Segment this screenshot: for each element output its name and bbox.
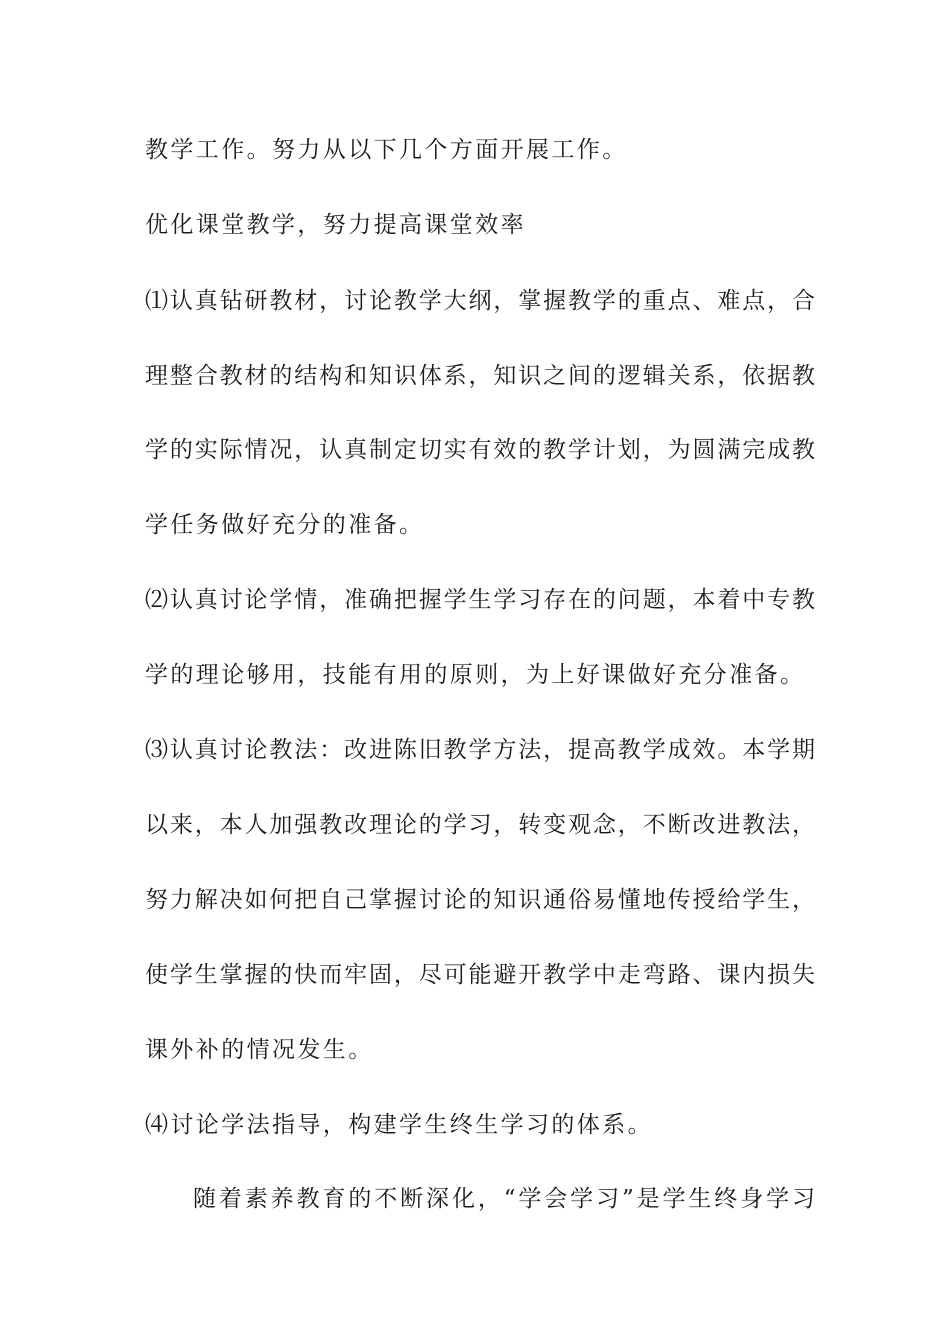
paragraph-line: ⑶认真讨论教法：改进陈旧教学方法，提高教学成效。本学期 — [145, 737, 815, 763]
paragraph-line: ⑴认真钻研教材，讨论教学大纲，掌握教学的重点、难点，合 — [145, 288, 815, 314]
paragraph-line: 教学工作。努力从以下几个方面开展工作。 — [145, 137, 628, 163]
paragraph-line: 随着素养教育的不断深化，“学会学习”是学生终身学习 — [193, 1186, 815, 1212]
paragraph-line: 学任务做好充分的准备。 — [145, 512, 425, 538]
paragraph-line: 学的实际情况，认真制定切实有效的教学计划，为圆满完成教 — [145, 437, 815, 463]
paragraph-line: 以来，本人加强教改理论的学习，转变观念，不断改进教法， — [145, 812, 815, 838]
paragraph-line: ⑵认真讨论学情，准确把握学生学习存在的问题，本着中专教 — [145, 587, 815, 613]
section-heading: 优化课堂教学，努力提高课堂效率 — [145, 212, 526, 238]
paragraph-line: 使学生掌握的快而牢固，尽可能避开教学中走弯路、课内损失 — [145, 962, 815, 988]
paragraph-line: 努力解决如何把自己掌握讨论的知识通俗易懂地传授给学生， — [145, 887, 815, 913]
paragraph-line: 课外补的情况发生。 — [145, 1037, 374, 1063]
paragraph-line: ⑷讨论学法指导，构建学生终生学习的体系。 — [145, 1112, 653, 1138]
paragraph-line: 学的理论够用，技能有用的原则，为上好课做好充分准备。 — [145, 662, 806, 688]
paragraph-line: 理整合教材的结构和知识体系，知识之间的逻辑关系，依据教 — [145, 363, 815, 389]
